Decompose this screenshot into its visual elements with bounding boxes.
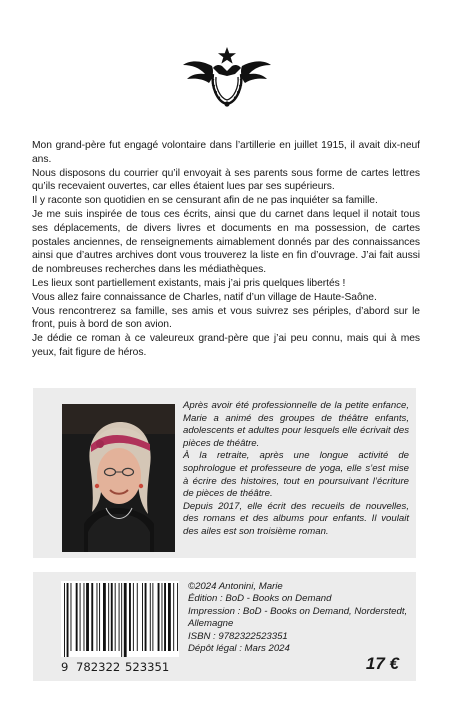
barcode-bar xyxy=(115,583,116,651)
price-label: 17 € xyxy=(365,654,399,673)
barcode-right-digits: 523351 xyxy=(125,660,170,674)
barcode-bar xyxy=(133,583,134,651)
publication-info xyxy=(188,581,408,655)
summary-paragraph: Nous disposons du courrier qu’il envoyait à ses parents sous forme de cartes lettres qu’ils recevaient ouvertes, car elles étaient lues par ses supérieurs. xyxy=(32,167,420,193)
publication-footer xyxy=(33,572,416,681)
barcode-bar xyxy=(76,583,78,651)
barcode-bar xyxy=(99,583,100,651)
barcode-bar xyxy=(150,583,151,651)
wings-star-emblem xyxy=(183,46,271,110)
summary-paragraph: Il y raconte son quotidien en se censurant afin de ne pas inquiéter sa famille. xyxy=(32,195,378,207)
isbn-barcode xyxy=(61,581,179,657)
bio-paragraph: Après avoir été professionnelle de la petite enfance, Marie a animé des groupes de théâtre enfants, adolescents et adultes pour lesquels elle écrivait des pièces de théâtre. xyxy=(183,400,409,449)
author-photo xyxy=(62,404,175,552)
barcode-bar xyxy=(168,583,171,651)
summary-paragraph: Les lieux sont partiellement existants, mais j’ai pris quelques libertés ! xyxy=(32,277,346,289)
barcode-bar xyxy=(103,583,106,651)
summary-paragraph: Mon grand-père fut engagé volontaire dans l’artillerie en juillet 1915, il avait dix-neuf ans. xyxy=(32,140,420,165)
printing-line: Impression : BoD - Books on Demand, Norderstedt, Allemagne xyxy=(188,605,408,630)
barcode-bar xyxy=(124,583,127,657)
copyright-line: ©2024 Antonini, Marie xyxy=(188,581,283,592)
barcode-bar xyxy=(137,583,138,651)
barcode-first-digit: 9 xyxy=(61,660,69,674)
barcode-bar xyxy=(152,583,153,651)
barcode-bar xyxy=(86,583,89,651)
barcode-bar xyxy=(111,583,113,651)
legal-deposit-line: Dépôt légal : Mars 2024 xyxy=(188,643,290,655)
bio-paragraph: Depuis 2017, elle écrit des recueils de nouvelles, des romans et des albums pour enfants. Il voulait des ailes est son troisième roman. xyxy=(183,500,409,537)
barcode-bar xyxy=(64,583,65,657)
back-cover-summary xyxy=(32,139,420,360)
summary-paragraph: Vous allez faire connaissance de Charles, natif d’un village de Haute-Saône. xyxy=(32,291,377,303)
barcode-bar xyxy=(67,583,69,657)
summary-paragraph: Je me suis inspirée de tous ces écrits, ainsi que du carnet dans lequel il notait tous ses déplacements, de divers livres et documents en ma possession, de cartes postales anciennes, de renseignements aimablement donnés par des connaissances ainsi que d’autres archives dont vous trouverez la liste en fin d’ouvrage. J’ai fait aussi de nombreuses recherches dans les médiathèques. xyxy=(32,208,420,276)
barcode-bar xyxy=(145,583,147,651)
barcode-bar xyxy=(162,583,163,651)
author-bio-box xyxy=(33,388,416,558)
barcode-bar xyxy=(71,583,72,651)
summary-paragraph: Vous rencontrerez sa famille, ses amis et vous suivrez ses périples, d’abord sur le front, puis à bord de son avion. xyxy=(32,305,420,331)
barcode-bar xyxy=(142,583,143,651)
barcode-digits xyxy=(61,660,185,674)
barcode-bar xyxy=(158,583,160,651)
barcode-bar xyxy=(121,583,122,657)
barcode-bar xyxy=(173,583,174,651)
bio-paragraph: À la retraite, après une longue activité de sophrologue et professeure de yoga, elle s’est mise à écrire des histoires, tout en poursuivant l’écriture de pièces de théâtre. xyxy=(183,450,409,500)
edition-line: Édition : BoD - Books on Demand xyxy=(188,593,332,605)
barcode-bar xyxy=(129,583,131,651)
barcode-bar xyxy=(84,583,85,651)
barcode-bar xyxy=(91,583,93,651)
barcode-bar xyxy=(97,583,98,651)
barcode-left-digits: 782322 xyxy=(76,660,121,674)
barcode-bar xyxy=(119,583,120,651)
barcode-bar xyxy=(108,583,109,651)
author-bio xyxy=(183,400,409,539)
barcode-bar xyxy=(80,583,81,651)
barcode-bar xyxy=(177,583,178,651)
summary-paragraph: Je dédie ce roman à ce valeureux grand-père que j’ai peu connu, mais qui à mes yeux, fait figure de héros. xyxy=(32,333,420,358)
isbn-line: ISBN : 9782322523351 xyxy=(188,630,288,642)
barcode-bar xyxy=(164,583,166,651)
